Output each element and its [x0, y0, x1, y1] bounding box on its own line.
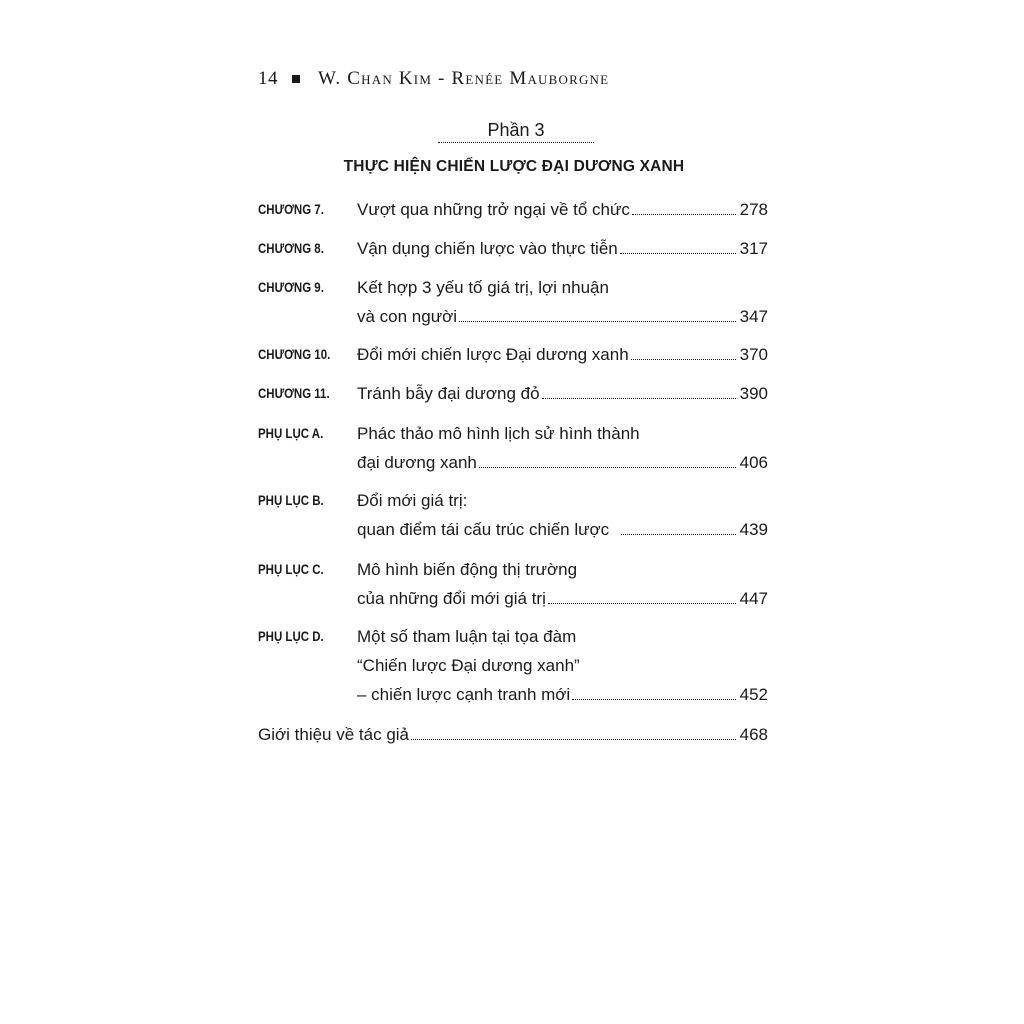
- toc-entry-title: Vượt qua những trở ngại về tổ chức: [357, 200, 630, 219]
- toc-entry-label: PHỤ LỤC D.: [258, 628, 324, 644]
- toc-entry-title-cont: “Chiến lược Đại dương xanh”: [357, 656, 580, 675]
- square-bullet-icon: [292, 75, 300, 83]
- toc-entry-label: PHỤ LỤC B.: [258, 492, 324, 508]
- part-label: Phần 3: [487, 120, 545, 140]
- toc-page-number: 390: [739, 384, 768, 403]
- toc-entry-label: PHỤ LỤC A.: [258, 425, 324, 441]
- toc-page-number: 317: [739, 239, 768, 258]
- toc-entry[interactable]: [357, 453, 768, 473]
- toc-entry-title: Giới thiệu về tác giả: [258, 725, 409, 744]
- toc-page-number: 452: [739, 685, 768, 704]
- toc-entry-label: CHƯƠNG 11.: [258, 385, 330, 401]
- toc-entry-title-cont: đại dương xanh: [357, 453, 477, 472]
- leader-dots: [572, 698, 735, 700]
- leader-dots: [542, 397, 736, 399]
- part-divider: [438, 142, 594, 143]
- toc-entry[interactable]: [357, 307, 768, 327]
- leader-dots: [548, 602, 736, 604]
- toc-entry-label: PHỤ LỤC C.: [258, 561, 324, 577]
- toc-page-number: 468: [739, 725, 768, 744]
- toc-entry[interactable]: [357, 685, 768, 705]
- leader-dots: [632, 213, 736, 215]
- leader-dots: [631, 358, 736, 360]
- toc-entry-title: Một số tham luận tại tọa đàm: [357, 627, 577, 646]
- toc-page-number: 406: [739, 453, 768, 472]
- page-number: 14: [258, 68, 278, 89]
- toc-entry[interactable]: [357, 589, 768, 609]
- toc-page-number: 370: [739, 345, 768, 364]
- toc-entry-title: Vận dụng chiến lược vào thực tiễn: [357, 239, 618, 258]
- running-head: [258, 68, 609, 90]
- toc-page-number: 278: [739, 200, 768, 219]
- toc-entry-label: CHƯƠNG 7.: [258, 201, 324, 217]
- toc-entry[interactable]: [357, 345, 768, 365]
- part-title: THỰC HIỆN CHIẾN LƯỢC ĐẠI DƯƠNG XANH: [343, 158, 685, 175]
- leader-dots: [459, 320, 736, 322]
- running-head-authors: W. Chan Kim - Renée Mauborgne: [318, 68, 610, 89]
- toc-entry-label: CHƯƠNG 10.: [258, 346, 331, 362]
- toc-entry-title: Mô hình biến động thị trường: [357, 560, 578, 579]
- leader-dots: [479, 466, 736, 468]
- leader-dots: [620, 252, 736, 254]
- toc-entry[interactable]: [357, 200, 768, 220]
- toc-entry[interactable]: [357, 384, 768, 404]
- toc-entry-title-cont: quan điểm tái cấu trúc chiến lược: [357, 520, 610, 539]
- toc-entry-label: CHƯƠNG 8.: [258, 240, 324, 256]
- toc-entry-title: Đổi mới chiến lược Đại dương xanh: [357, 345, 629, 364]
- toc-entry-title: Tránh bẫy đại dương đỏ: [357, 384, 540, 403]
- toc-entry-title-cont: của những đổi mới giá trị: [357, 589, 546, 608]
- toc-entry-title: Phác thảo mô hình lịch sử hình thành: [357, 424, 640, 443]
- toc-page-number: 347: [739, 307, 768, 326]
- leader-dots: [411, 738, 736, 740]
- toc-page-number: 439: [739, 520, 768, 539]
- toc-entry-title-cont: và con người: [357, 307, 458, 326]
- toc-page-number: 447: [739, 589, 768, 608]
- toc-entry-title: Đổi mới giá trị:: [357, 491, 468, 510]
- toc-entry[interactable]: [357, 520, 768, 540]
- toc-entry-label: CHƯƠNG 9.: [258, 279, 324, 295]
- toc-entry-title-cont: – chiến lược cạnh tranh mới: [357, 685, 571, 704]
- toc-entry-about-authors[interactable]: [258, 725, 768, 745]
- toc-entry[interactable]: [357, 239, 768, 259]
- toc-entry-title: Kết hợp 3 yếu tố giá trị, lợi nhuận: [357, 278, 609, 297]
- leader-dots: [621, 533, 735, 535]
